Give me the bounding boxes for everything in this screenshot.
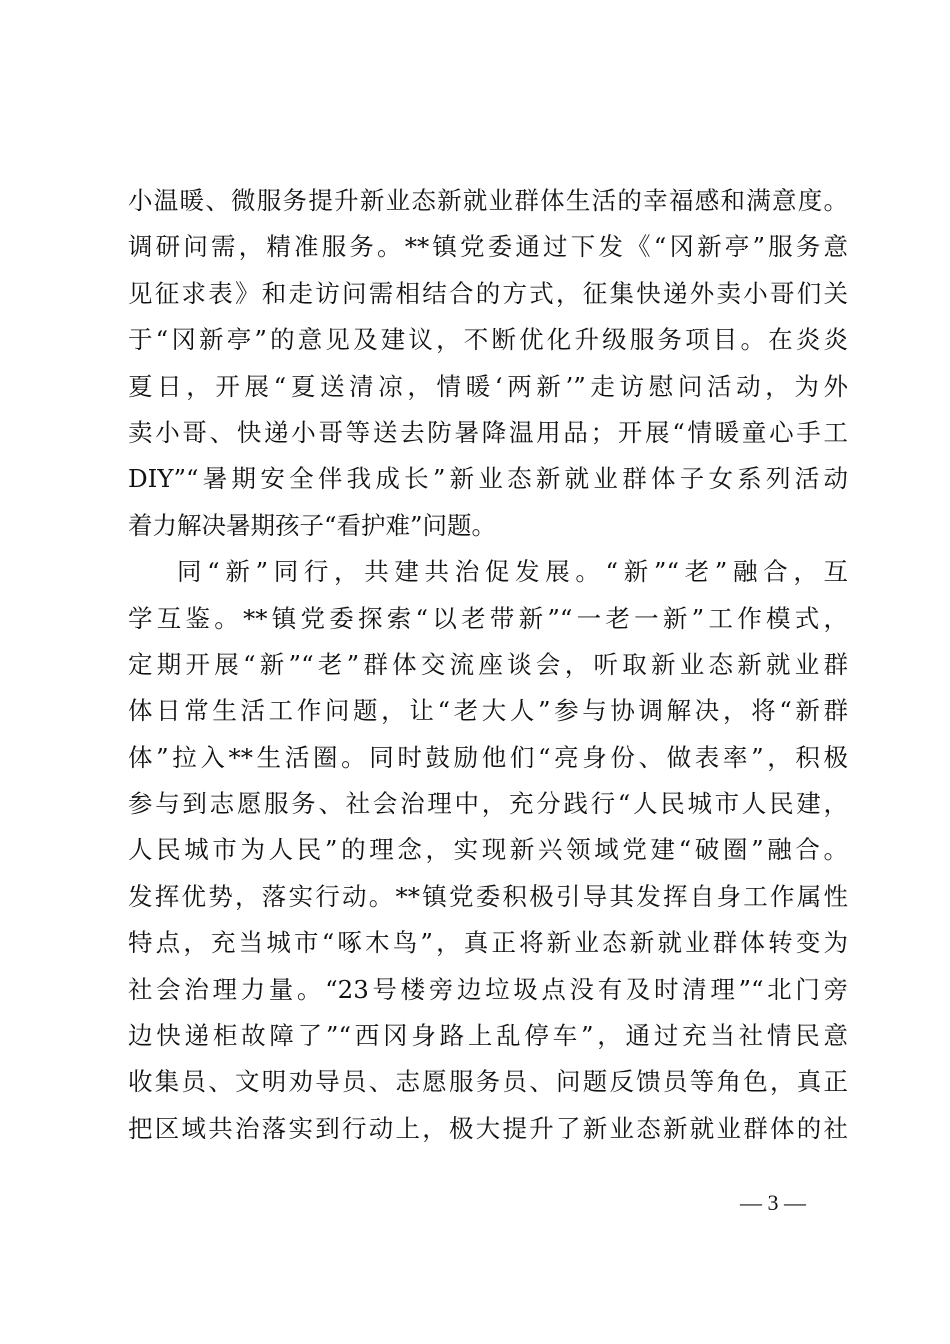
- text-line: 体日常生活工作问题，让“老大人”参与协调解决，将“新群: [128, 696, 848, 726]
- page-number: — 3 —: [740, 1190, 806, 1215]
- text-line: 小温暖、微服务提升新业态新就业群体生活的幸福感和满意度。: [128, 186, 848, 215]
- text-line: 见征求表》和走访问需相结合的方式，征集快递外卖小哥们关: [128, 278, 848, 308]
- text-line: 特点，充当城市“啄木鸟”，真正将新业态新就业群体转变为: [128, 928, 848, 958]
- text-line: DIY”“暑期安全伴我成长”新业态新就业群体子女系列活动: [128, 464, 848, 494]
- text-line: 发挥优势，落实行动。**镇党委积极引导其发挥自身工作属性: [128, 881, 848, 911]
- body-text: [128, 178, 848, 1152]
- text-line: 同“新”同行，共建共治促发展。“新”“老”融合，互: [177, 557, 848, 587]
- text-line: 把区域共治落实到行动上，极大提升了新业态新就业群体的社: [128, 1113, 848, 1143]
- text-line: 着力解决暑期孩子“看护难”问题。: [128, 510, 497, 540]
- text-line: 卖小哥、快递小哥等送去防暑降温用品；开展“情暖童心手工: [128, 417, 848, 447]
- text-line: 于“冈新亭”的意见及建议，不断优化升级服务项目。在炎炎: [128, 325, 848, 355]
- text-line: 参与到志愿服务、社会治理中，充分践行“人民城市人民建，: [128, 789, 848, 819]
- text-line: 人民城市为人民”的理念，实现新兴领域党建“破圈”融合。: [128, 835, 848, 865]
- text-line: 收集员、文明劝导员、志愿服务员、问题反馈员等角色，真正: [128, 1067, 848, 1097]
- text-line: 夏日，开展“夏送清凉，情暖‘两新’”走访慰问活动，为外: [128, 371, 848, 401]
- text-line: 调研问需，精准服务。**镇党委通过下发《“冈新亭”服务意: [128, 232, 848, 262]
- text-line: 学互鉴。**镇党委探索“以老带新”“一老一新”工作模式，: [128, 603, 848, 633]
- text-line: 边快递柜故障了”“西冈身路上乱停车”，通过充当社情民意: [128, 1021, 848, 1051]
- text-line: 定期开展“新”“老”群体交流座谈会，听取新业态新就业群: [128, 649, 848, 679]
- text-line: 社会治理力量。“23号楼旁边垃圾点没有及时清理”“北门旁: [128, 974, 848, 1004]
- text-line: 体”拉入**生活圈。同时鼓励他们“亮身份、做表率”，积极: [128, 742, 848, 772]
